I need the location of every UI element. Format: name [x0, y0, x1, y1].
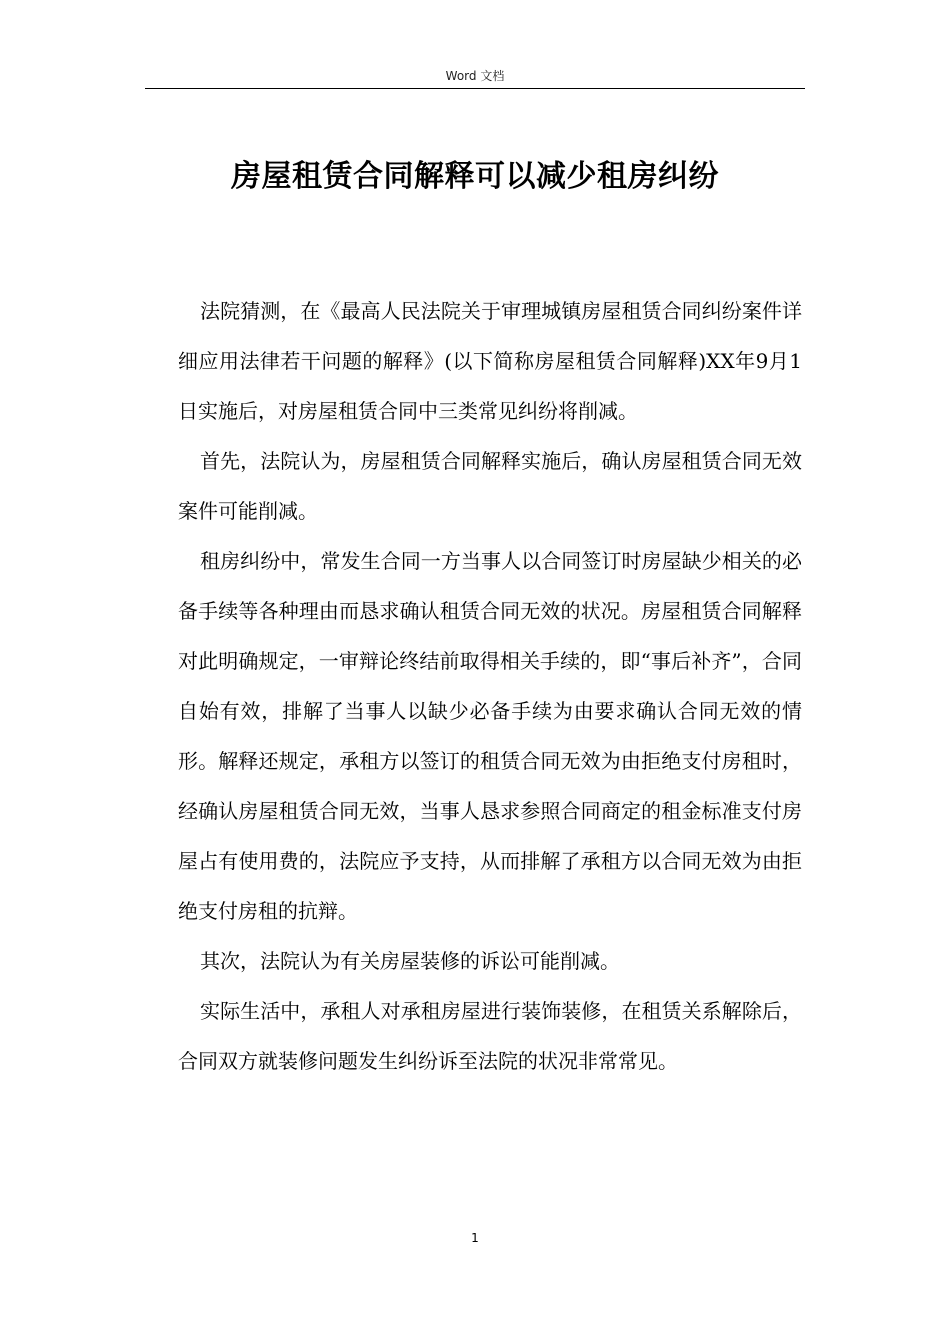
paragraph: 首先，法院认为，房屋租赁合同解释实施后，确认房屋租赁合同无效案件可能削减。 — [178, 449, 802, 523]
paragraph: 租房纠纷中，常发生合同一方当事人以合同签订时房屋缺少相关的必备手续等各种理由而恳求确认租赁合同无效的状况。房屋租赁合同解释对此明确规定，一审辩论终结前取得相关手续的，即“事后补齐”，合同自始有效，排解了当事人以缺少必备手续为由要求确认合同无效的情形。解释还规定，承租方以签订的租赁合同无效为由拒绝支付房租时，经确认房屋租赁合同无效，当事人恳求参照合同商定的租金标准支付房屋占有使用费的，法院应予支持，从而排解了承租方以合同无效为由拒绝支付房租的抗辩。 — [178, 549, 802, 923]
paragraph: 其次，法院认为有关房屋装修的诉讼可能削减。 — [200, 949, 620, 973]
page-header: Word 文档 — [445, 69, 505, 83]
document-title: 房屋租赁合同解释可以减少租房纠纷 — [231, 159, 719, 194]
page-number: 1 — [471, 1231, 479, 1245]
paragraph: 法院猜测，在《最高人民法院关于审理城镇房屋租赁合同纠纷案件详细应用法律若干问题的解释》(以下简称房屋租赁合同解释)XX年9月1日实施后，对房屋租赁合同中三类常见纠纷将削减。 — [178, 299, 802, 423]
document-body — [178, 286, 802, 1086]
paragraph: 实际生活中，承租人对承租房屋进行装饰装修，在租赁关系解除后，合同双方就装修问题发生纠纷诉至法院的状况非常常见。 — [178, 999, 802, 1073]
header-rule — [145, 88, 805, 89]
